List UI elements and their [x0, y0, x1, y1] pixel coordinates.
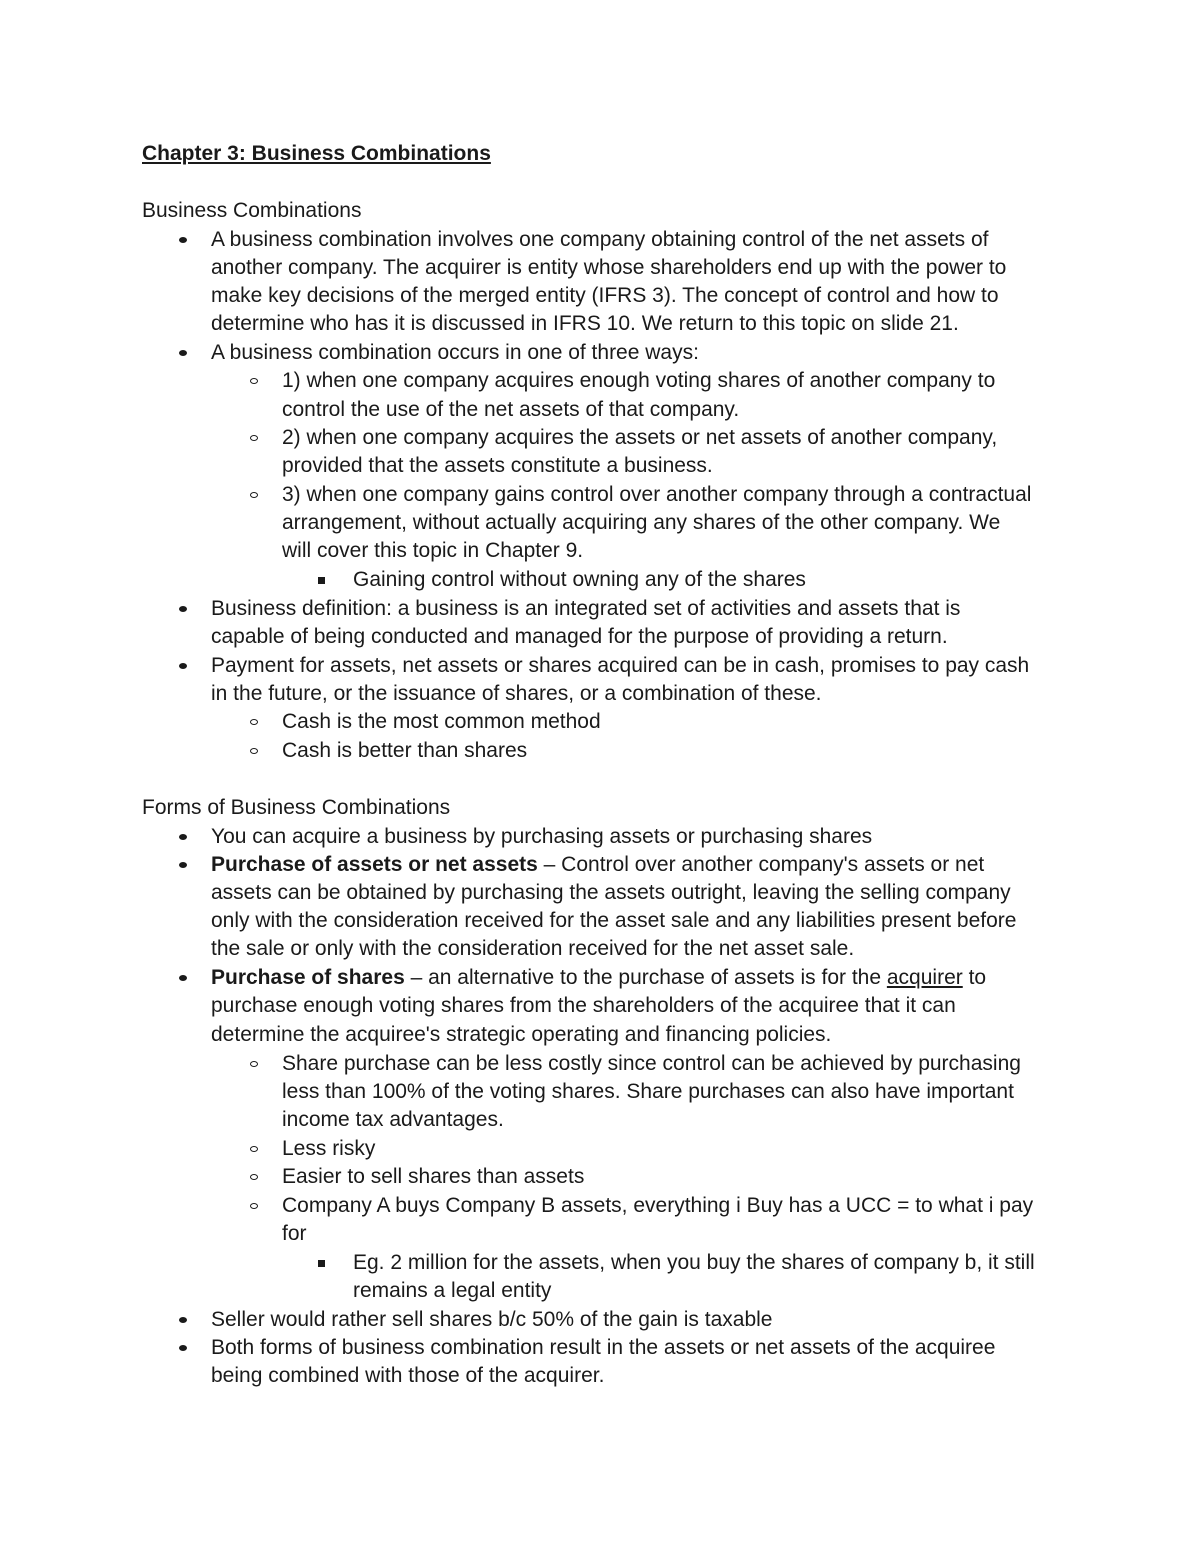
list-item-line: income tax advantages.: [282, 1108, 504, 1131]
text-span: – Control over another company's assets or net: [537, 853, 985, 876]
list-item-line: Easier to sell shares than assets: [282, 1165, 585, 1188]
list-item-line: another company. The acquirer is entity whose shareholders end up with the power to: [211, 256, 1007, 279]
list-item-line: Cash is the most common method: [282, 710, 601, 733]
list-item-line: make key decisions of the merged entity (IFRS 3). The concept of control and how to: [211, 284, 999, 307]
list-item-line: less than 100% of the voting shares. Share purchases can also have important: [282, 1080, 1014, 1103]
list-item-line: determine the acquiree's strategic operating and financing policies.: [211, 1023, 832, 1046]
list-item-line: [211, 964, 986, 992]
list-item-line: 3) when one company gains control over another company through a contractual: [282, 483, 1032, 506]
bullet-hollow-icon: [250, 378, 258, 384]
list-item-line: provided that the assets constitute a business.: [282, 454, 713, 477]
text-span: – an alternative to the purchase of assets is for the: [404, 966, 887, 989]
list-item-line: the sale or only with the consideration received for the net asset sale.: [211, 937, 855, 960]
list-item-line: only with the consideration received for the asset sale and any liabilities present before: [211, 909, 1017, 932]
bullet-filled-icon: [179, 975, 187, 981]
list-item-line: Less risky: [282, 1137, 376, 1160]
bullet-hollow-icon: [250, 1146, 258, 1152]
list-item-line: determine who has it is discussed in IFRS 10. We return to this topic on slide 21.: [211, 312, 959, 335]
bullet-filled-icon: [179, 663, 187, 669]
bullet-filled-icon: [179, 834, 187, 840]
bullet-hollow-icon: [250, 435, 258, 441]
list-item-line: Company A buys Company B assets, everything i Buy has a UCC = to what i pay: [282, 1194, 1034, 1217]
bullet-hollow-icon: [250, 1061, 258, 1067]
acquirer-link[interactable]: acquirer: [886, 966, 963, 989]
list-item-line: A business combination involves one company obtaining control of the net assets of: [211, 228, 989, 251]
bullet-hollow-icon: [250, 1174, 258, 1180]
bullet-filled-icon: [179, 606, 187, 612]
list-item-line: arrangement, without actually acquiring any shares of the other company. We: [282, 511, 1001, 534]
list-item-line: 1) when one company acquires enough voting shares of another company to: [282, 369, 996, 392]
section-heading-forms: Forms of Business Combinations: [142, 796, 451, 819]
list-item-line: Gaining control without owning any of the shares: [353, 568, 806, 591]
list-item-line: [211, 851, 984, 879]
list-item-line: Cash is better than shares: [282, 739, 528, 762]
bullet-filled-icon: [179, 1345, 187, 1351]
bullet-square-icon: [318, 1260, 325, 1267]
chapter-title: Chapter 3: Business Combinations: [142, 142, 491, 165]
bullet-filled-icon: [179, 237, 187, 243]
bullet-filled-icon: [179, 350, 187, 356]
list-item-line: in the future, or the issuance of shares, or a combination of these.: [211, 682, 822, 705]
text-span: to: [962, 966, 987, 989]
list-item-line: control the use of the net assets of that company.: [282, 398, 740, 421]
list-item-line: purchase enough voting shares from the shareholders of the acquiree that it can: [211, 994, 956, 1017]
list-item-line: remains a legal entity: [353, 1279, 552, 1302]
list-item-line: A business combination occurs in one of three ways:: [211, 341, 699, 364]
list-item-line: will cover this topic in Chapter 9.: [282, 539, 584, 562]
list-item-line: 2) when one company acquires the assets or net assets of another company,: [282, 426, 998, 449]
bullet-filled-icon: [179, 862, 187, 868]
bullet-filled-icon: [179, 1317, 187, 1323]
bullet-hollow-icon: [250, 1203, 258, 1209]
section-heading-business-combinations: Business Combinations: [142, 199, 362, 222]
list-item-line: Eg. 2 million for the assets, when you buy the shares of company b, it still: [353, 1251, 1035, 1274]
bullet-square-icon: [318, 577, 325, 584]
list-item-line: for: [282, 1222, 307, 1245]
list-item-line: Business definition: a business is an integrated set of activities and assets that is: [211, 597, 961, 620]
list-item-line: assets can be obtained by purchasing the assets outright, leaving the selling company: [211, 881, 1011, 904]
bullet-hollow-icon: [250, 748, 258, 754]
list-item-line: Seller would rather sell shares b/c 50% of the gain is taxable: [211, 1308, 773, 1331]
list-item-line: Share purchase can be less costly since control can be achieved by purchasing: [282, 1052, 1021, 1075]
list-item-line: Both forms of business combination result in the assets or net assets of the acquiree: [211, 1336, 996, 1359]
bold-term: Purchase of shares: [211, 966, 405, 989]
list-item-line: being combined with those of the acquirer.: [211, 1364, 605, 1387]
bold-term: Purchase of assets or net assets: [211, 853, 538, 876]
bullet-hollow-icon: [250, 719, 258, 725]
list-item-line: capable of being conducted and managed for the purpose of providing a return.: [211, 625, 948, 648]
list-item-line: Payment for assets, net assets or shares acquired can be in cash, promises to pay cash: [211, 654, 1030, 677]
bullet-hollow-icon: [250, 492, 258, 498]
list-item-line: You can acquire a business by purchasing assets or purchasing shares: [211, 825, 873, 848]
